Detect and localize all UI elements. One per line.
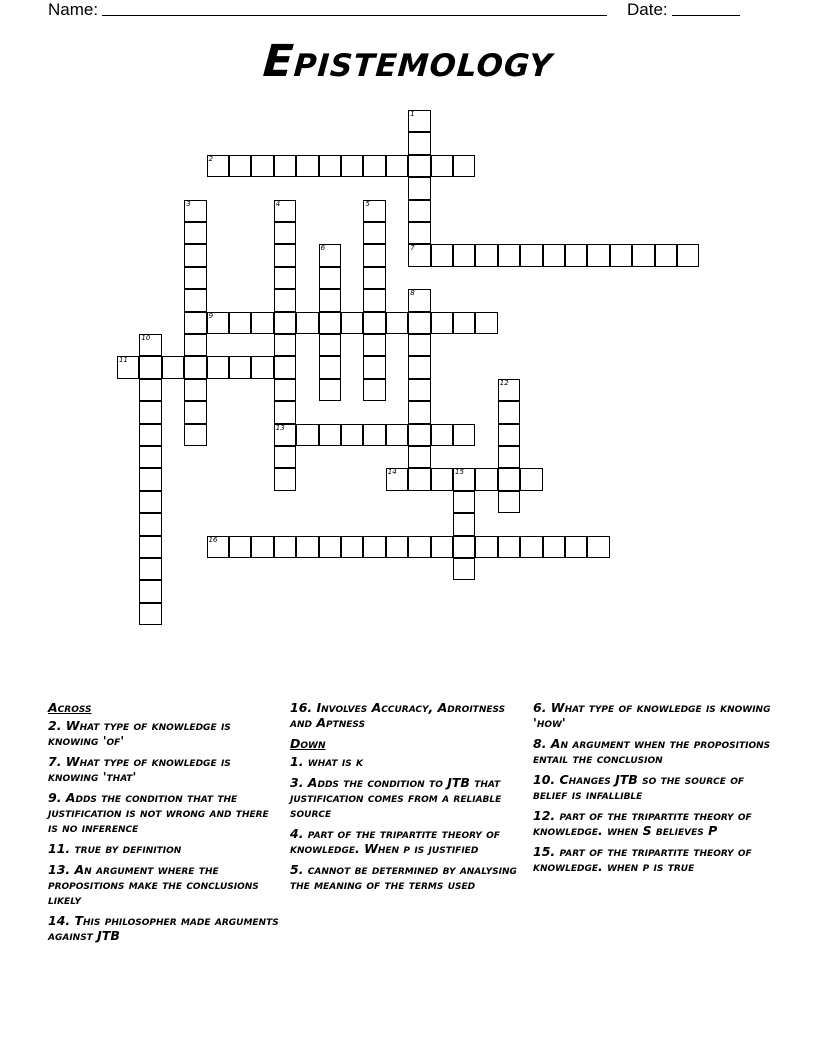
grid-cell[interactable] — [229, 356, 251, 378]
clue-number: 2 — [208, 154, 214, 163]
grid-cell[interactable] — [363, 424, 385, 446]
grid-cell[interactable] — [475, 244, 497, 266]
grid-cell[interactable] — [565, 536, 587, 558]
grid-cell[interactable] — [453, 312, 475, 334]
clue-number: 10 — [141, 334, 151, 342]
grid-cell[interactable] — [274, 267, 296, 289]
clue: 8. An argument when the propositions entail the conclusion — [533, 736, 771, 766]
grid-cell[interactable] — [139, 558, 161, 580]
grid-cell[interactable] — [408, 244, 430, 266]
grid-cell[interactable] — [453, 536, 475, 558]
grid-cell[interactable] — [498, 468, 520, 490]
clues-column-2 — [290, 700, 522, 898]
grid-cell[interactable] — [498, 244, 520, 266]
grid-cell[interactable] — [296, 424, 318, 446]
grid-cell[interactable] — [274, 155, 296, 177]
grid-cell[interactable] — [431, 424, 453, 446]
grid-cell[interactable] — [632, 244, 654, 266]
grid-cell[interactable] — [319, 155, 341, 177]
grid-cell[interactable] — [251, 155, 273, 177]
grid-cell[interactable] — [453, 558, 475, 580]
grid-cell[interactable] — [341, 424, 363, 446]
grid-cell[interactable] — [319, 334, 341, 356]
grid-cell[interactable] — [408, 177, 430, 199]
grid-cell[interactable] — [139, 401, 161, 423]
grid-cell[interactable] — [453, 244, 475, 266]
grid-cell[interactable] — [341, 155, 363, 177]
grid-cell[interactable] — [453, 424, 475, 446]
clue-number: 11 — [119, 356, 128, 365]
clue-number: 9 — [208, 311, 214, 320]
page-title: Epistemology — [261, 36, 555, 87]
clue-number: 7 — [410, 244, 415, 253]
grid-cell[interactable] — [274, 446, 296, 468]
clue: 12. part of the tripartite theory of knowledge. when S believes P — [533, 808, 752, 838]
grid-cell[interactable] — [319, 379, 341, 401]
grid-cell[interactable] — [251, 536, 273, 558]
clues-column-3 — [533, 700, 773, 880]
grid-cell[interactable] — [431, 468, 453, 490]
grid-cell[interactable] — [139, 536, 161, 558]
clue: 16. Involves Accuracy, Adroitness and Aptness — [290, 700, 506, 730]
grid-cell[interactable] — [296, 155, 318, 177]
grid-cell[interactable] — [408, 424, 430, 446]
grid-cell[interactable] — [319, 424, 341, 446]
grid-cell[interactable] — [274, 200, 296, 222]
grid-cell[interactable] — [207, 312, 229, 334]
grid-cell[interactable] — [139, 603, 161, 625]
grid-cell[interactable] — [363, 244, 385, 266]
grid-cell[interactable] — [319, 267, 341, 289]
grid-cell[interactable] — [184, 356, 206, 378]
clue: 11. true by definition — [48, 841, 182, 856]
grid-cell[interactable] — [319, 356, 341, 378]
grid-cell[interactable] — [386, 312, 408, 334]
grid-cell[interactable] — [543, 536, 565, 558]
grid-cell[interactable] — [498, 446, 520, 468]
grid-cell[interactable] — [565, 244, 587, 266]
clue: 6. What type of knowledge is knowing 'how' — [533, 700, 771, 730]
grid-cell[interactable] — [139, 491, 161, 513]
grid-cell[interactable] — [453, 155, 475, 177]
grid-cell[interactable] — [453, 468, 475, 490]
grid-cell[interactable] — [386, 424, 408, 446]
grid-cell[interactable] — [363, 334, 385, 356]
grid-cell[interactable] — [363, 222, 385, 244]
grid-cell[interactable] — [319, 536, 341, 558]
grid-cell[interactable] — [363, 312, 385, 334]
grid-cell[interactable] — [139, 356, 161, 378]
grid-cell[interactable] — [655, 244, 677, 266]
grid-cell[interactable] — [408, 200, 430, 222]
grid-cell[interactable] — [184, 334, 206, 356]
grid-cell[interactable] — [498, 491, 520, 513]
grid-cell[interactable] — [408, 401, 430, 423]
grid-cell[interactable] — [184, 267, 206, 289]
grid-cell[interactable] — [363, 155, 385, 177]
grid-cell[interactable] — [251, 312, 273, 334]
clue: 9. Adds the condition that the justification is not wrong and there is no inference — [48, 790, 269, 835]
clue-number: 3 — [186, 199, 191, 208]
clue: 13. An argument where the propositions make the conclusions likely — [48, 862, 259, 907]
grid-cell[interactable] — [162, 356, 184, 378]
clue-number: 12 — [499, 378, 509, 387]
grid-cell[interactable] — [408, 334, 430, 356]
grid-cell[interactable] — [363, 267, 385, 289]
grid-cell[interactable] — [117, 356, 139, 378]
clue-number: 4 — [275, 199, 281, 208]
grid-cell[interactable] — [184, 312, 206, 334]
grid-cell[interactable] — [431, 536, 453, 558]
grid-cell[interactable] — [274, 289, 296, 311]
clue-number: 1 — [410, 110, 415, 118]
grid-cell[interactable] — [274, 334, 296, 356]
grid-cell[interactable] — [229, 155, 251, 177]
grid-cell[interactable] — [274, 424, 296, 446]
grid-cell[interactable] — [408, 132, 430, 154]
grid-cell[interactable] — [498, 379, 520, 401]
grid-cell[interactable] — [363, 379, 385, 401]
grid-cell[interactable] — [184, 222, 206, 244]
grid-cell[interactable] — [274, 379, 296, 401]
down-heading: Down — [290, 736, 326, 751]
grid-cell[interactable] — [274, 536, 296, 558]
grid-cell[interactable] — [408, 222, 430, 244]
grid-cell[interactable] — [363, 356, 385, 378]
grid-cell[interactable] — [296, 312, 318, 334]
grid-cell[interactable] — [139, 379, 161, 401]
clue-number: 8 — [410, 289, 415, 298]
grid-cell[interactable] — [431, 155, 453, 177]
grid-cell[interactable] — [319, 312, 341, 334]
grid-cell[interactable] — [139, 446, 161, 468]
grid-cell[interactable] — [229, 312, 251, 334]
grid-cell[interactable] — [207, 536, 229, 558]
clue: 3. Adds the condition to JTB that justification comes from a reliable source — [290, 775, 502, 820]
grid-cell[interactable] — [498, 401, 520, 423]
grid-cell[interactable] — [408, 468, 430, 490]
clue: 15. part of the tripartite theory of knowledge. when p is true — [533, 844, 752, 874]
grid-cell[interactable] — [184, 289, 206, 311]
grid-cell[interactable] — [677, 244, 699, 266]
grid-cell[interactable] — [431, 244, 453, 266]
grid-cell[interactable] — [408, 536, 430, 558]
grid-cell[interactable] — [520, 468, 542, 490]
grid-cell[interactable] — [363, 200, 385, 222]
grid-cell[interactable] — [184, 401, 206, 423]
grid-cell[interactable] — [587, 536, 609, 558]
grid-cell[interactable] — [386, 155, 408, 177]
grid-cell[interactable] — [475, 468, 497, 490]
grid-cell[interactable] — [319, 289, 341, 311]
grid-cell[interactable] — [408, 289, 430, 311]
grid-cell[interactable] — [274, 244, 296, 266]
clue-number: 16 — [208, 535, 218, 544]
date-label: Date: — [627, 0, 668, 19]
clue: 1. what is k — [290, 754, 364, 769]
grid-cell[interactable] — [386, 468, 408, 490]
clue: 10. Changes JTB so the source of belief is infallible — [533, 772, 745, 802]
across-heading: Across — [48, 700, 92, 715]
grid-cell[interactable] — [498, 536, 520, 558]
clue: 4. part of the tripartite theory of knowledge. When p is justified — [290, 826, 500, 856]
clue-number: 13 — [275, 423, 285, 432]
grid-cell[interactable] — [274, 356, 296, 378]
grid-cell[interactable] — [453, 513, 475, 535]
grid-cell[interactable] — [341, 536, 363, 558]
grid-cell[interactable] — [543, 244, 565, 266]
grid-cell[interactable] — [610, 244, 632, 266]
grid-cell[interactable] — [319, 244, 341, 266]
clue-number: 6 — [320, 244, 326, 253]
grid-cell[interactable] — [408, 312, 430, 334]
grid-cell[interactable] — [341, 312, 363, 334]
grid-cell[interactable] — [274, 401, 296, 423]
grid-cell[interactable] — [229, 536, 251, 558]
grid-cell[interactable] — [184, 424, 206, 446]
grid-cell[interactable] — [408, 379, 430, 401]
grid-cell[interactable] — [363, 536, 385, 558]
grid-cell[interactable] — [453, 491, 475, 513]
grid-cell[interactable] — [408, 356, 430, 378]
grid-cell[interactable] — [274, 222, 296, 244]
grid-cell[interactable] — [251, 356, 273, 378]
grid-cell[interactable] — [207, 356, 229, 378]
clue: 14. This philosopher made arguments against JTB — [48, 913, 279, 943]
grid-cell[interactable] — [520, 244, 542, 266]
grid-cell[interactable] — [386, 536, 408, 558]
grid-cell[interactable] — [587, 244, 609, 266]
grid-cell[interactable] — [408, 155, 430, 177]
grid-cell[interactable] — [139, 580, 161, 602]
clue: 2. What type of knowledge is knowing 'of' — [48, 718, 231, 748]
grid-cell[interactable] — [520, 536, 542, 558]
name-label: Name: — [48, 0, 99, 19]
grid-cell[interactable] — [408, 110, 430, 132]
grid-cell[interactable] — [498, 424, 520, 446]
clue-number: 15 — [455, 468, 464, 477]
grid-cell[interactable] — [408, 446, 430, 468]
grid-cell[interactable] — [274, 468, 296, 490]
grid-cell[interactable] — [363, 289, 385, 311]
grid-cell[interactable] — [431, 312, 453, 334]
grid-cell[interactable] — [139, 334, 161, 356]
grid-cell[interactable] — [139, 424, 161, 446]
clue: 5. cannot be determined by analysing the meaning of the terms used — [290, 862, 517, 892]
grid-cell[interactable] — [184, 379, 206, 401]
clue: 7. What type of knowledge is knowing 'that' — [48, 754, 231, 784]
clue-number: 5 — [365, 199, 370, 208]
grid-cell[interactable] — [139, 513, 161, 535]
grid-cell[interactable] — [475, 536, 497, 558]
grid-cell[interactable] — [207, 155, 229, 177]
grid-cell[interactable] — [274, 312, 296, 334]
clue-number: 14 — [387, 468, 397, 477]
grid-cell[interactable] — [184, 200, 206, 222]
grid-cell[interactable] — [184, 244, 206, 266]
clues-column-1 — [48, 700, 280, 949]
grid-cell[interactable] — [475, 312, 497, 334]
grid-cell[interactable] — [296, 536, 318, 558]
grid-cell[interactable] — [139, 468, 161, 490]
